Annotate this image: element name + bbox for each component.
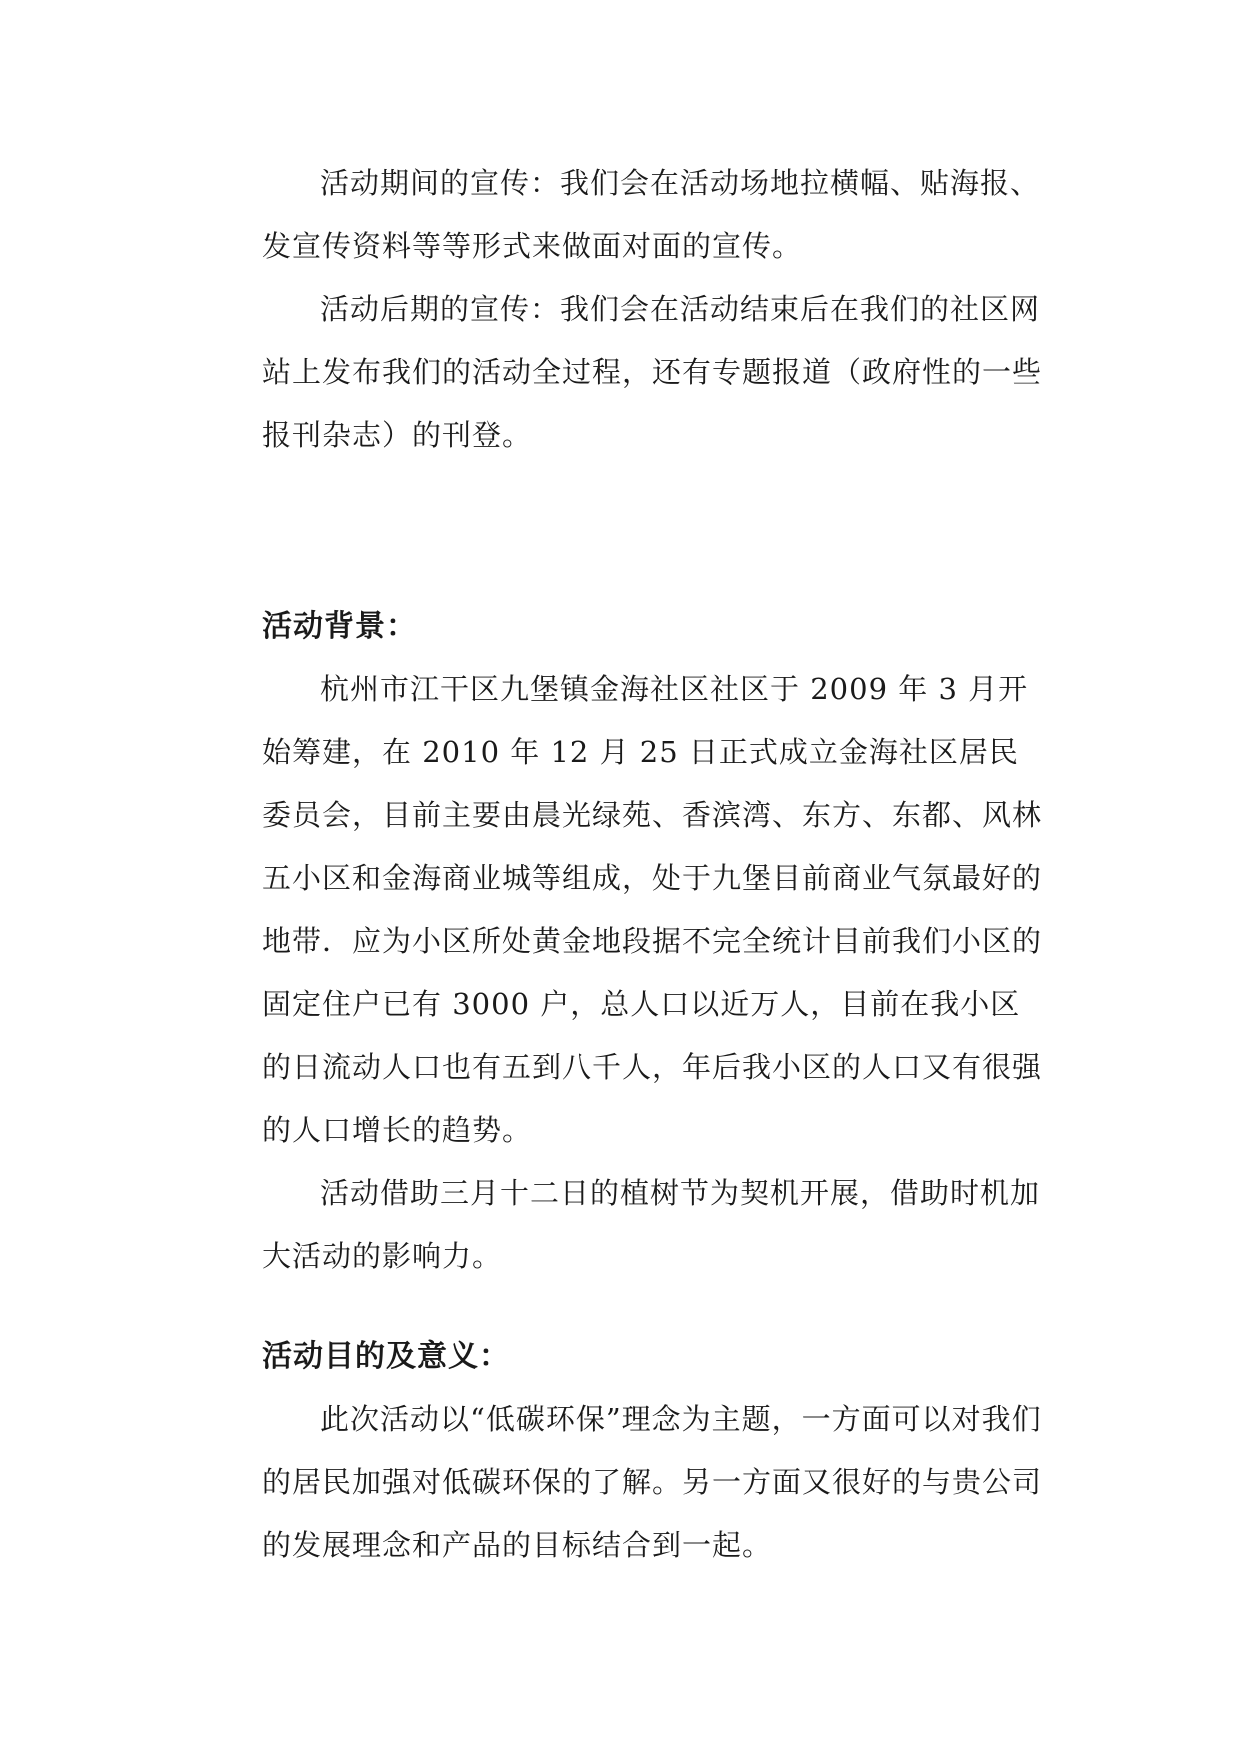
section-spacer bbox=[262, 467, 1042, 595]
publicity-after-paragraph: 活动后期的宣传：我们会在活动结束后在我们的社区网站上发布我们的活动全过程，还有专题报道（政府性的一些报刊杂志）的刊登。 bbox=[262, 292, 1043, 452]
document-body bbox=[262, 152, 1042, 1577]
section-spacer bbox=[262, 1288, 1042, 1325]
background-paragraph-2: 活动借助三月十二日的植树节为契机开展，借助时机加大活动的影响力。 bbox=[262, 1176, 1041, 1273]
purpose-paragraph-1: 此次活动以“低碳环保”理念为主题，一方面可以对我们的居民加强对低碳环保的了解。另一方面又很好的与贵公司的发展理念和产品的目标结合到一起。 bbox=[262, 1402, 1043, 1562]
publicity-during-paragraph: 活动期间的宣传：我们会在活动场地拉横幅、贴海报、发宣传资料等等形式来做面对面的宣传。 bbox=[262, 166, 1041, 263]
purpose-heading: 活动目的及意义： bbox=[262, 1339, 510, 1374]
background-heading: 活动背景： bbox=[262, 609, 417, 644]
background-paragraph-1: 杭州市江干区九堡镇金海社区社区于 2009 年 3 月开始筹建，在 2010 年 12 月 25 日正式成立金海社区居民委员会，目前主要由晨光绿苑、香滨湾、东方、东都、风林五小区和金海商业城等组成，处于九堡目前商业气氛最好的地带．应为小区所处黄金地段据不完全统计目前我们小区的固定住户已有 3000 户，总人口以近万人，目前在我小区的日流动人口也有五到八千人，年后我小区的人口又有很强的人口增长的趋势。 bbox=[262, 672, 1043, 1147]
